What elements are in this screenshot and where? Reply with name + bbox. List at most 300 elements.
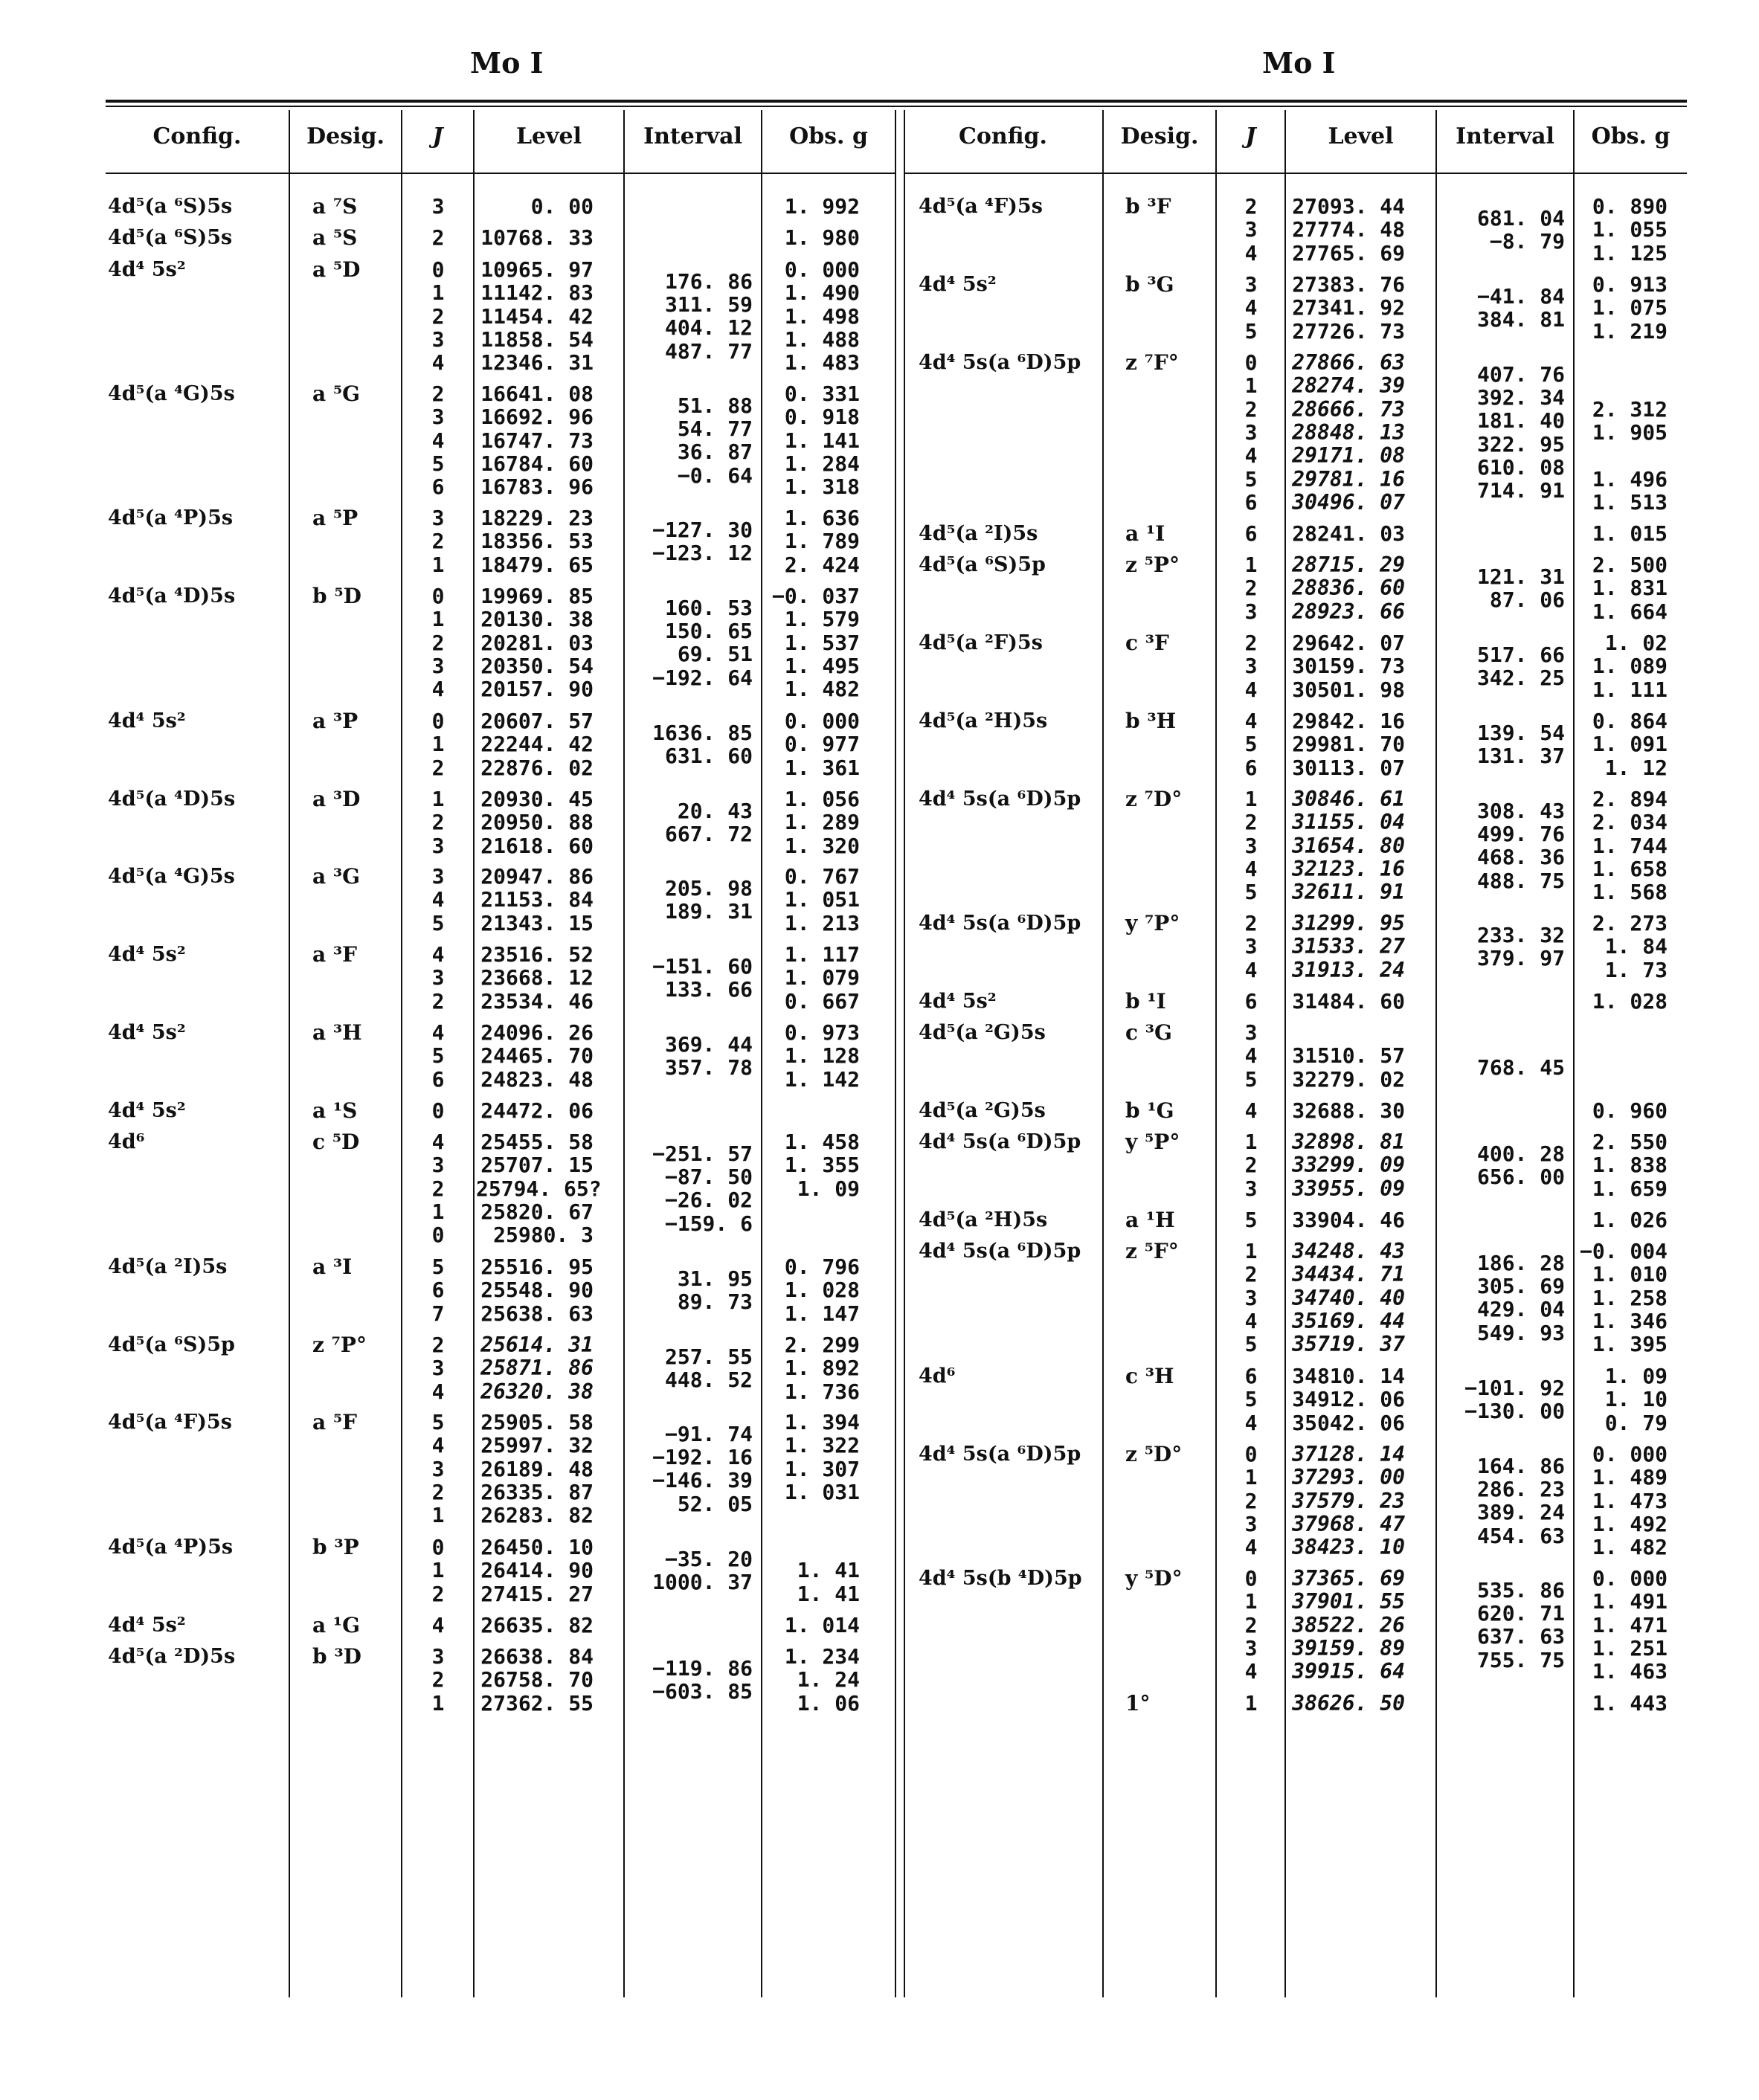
level-cell: 11858. 54 (480, 327, 594, 352)
interval-cell: 384. 81 (1476, 307, 1565, 332)
obs-g-cell: 1. 395 (1592, 1332, 1668, 1356)
interval-cell: 714. 91 (1476, 478, 1565, 503)
level-cell: 26414. 90 (480, 1558, 594, 1582)
level-cell: 29781. 16 (1292, 467, 1405, 492)
level-cell: 27383. 76 (1292, 272, 1405, 297)
obs-g-cell: 1. 055 (1592, 217, 1668, 242)
level-cell: 16784. 60 (480, 451, 594, 476)
j-cell: 4 (1244, 1043, 1258, 1068)
interval-cell: 52. 05 (677, 1492, 753, 1516)
level-cell: 34740. 40 (1292, 1286, 1405, 1310)
level-cell: 18479. 65 (480, 553, 594, 577)
header-interval: Interval (1456, 123, 1554, 149)
interval-cell: 620. 71 (1476, 1601, 1565, 1626)
j-cell: 5 (1244, 1067, 1258, 1092)
j-cell: 5 (431, 1043, 445, 1068)
obs-g-cell: 1. 075 (1592, 295, 1668, 320)
obs-g-cell: 1. 213 (784, 911, 860, 935)
j-cell: 6 (1244, 1364, 1258, 1388)
j-cell: 4 (431, 1020, 445, 1045)
interval-cell: −41. 84 (1476, 284, 1565, 309)
j-cell: 1 (1244, 1239, 1258, 1263)
interval-cell: −0. 64 (677, 463, 753, 488)
obs-g-cell: 1. 579 (784, 607, 860, 631)
obs-g-cell: 1. 02 (1604, 631, 1668, 655)
level-cell: 28274. 39 (1292, 373, 1405, 398)
divider-left-1 (289, 110, 290, 1997)
level-cell: 35719. 37 (1292, 1332, 1405, 1356)
desig-cell: b ³F (1125, 194, 1171, 219)
interval-cell: 308. 43 (1476, 799, 1565, 823)
interval-cell: 392. 34 (1476, 385, 1565, 410)
j-cell: 0 (431, 1535, 445, 1559)
obs-g-cell: 0. 000 (784, 709, 860, 733)
level-cell: 25997. 32 (480, 1433, 594, 1458)
j-cell: 1 (431, 280, 445, 305)
config-cell: 4d⁵(a ⁴F)5s (108, 1411, 232, 1434)
config-cell: 4d⁵(a ⁴G)5s (108, 382, 235, 405)
level-cell: 28666. 73 (1292, 397, 1405, 422)
j-cell: 1 (431, 1558, 445, 1582)
desig-cell: a ⁵S (312, 225, 358, 250)
obs-g-cell: 2. 312 (1592, 397, 1668, 422)
obs-g-cell: 1. 892 (784, 1356, 860, 1380)
desig-cell: z ⁷F° (1125, 350, 1179, 375)
obs-g-cell: 1. 125 (1592, 241, 1668, 265)
j-cell: 5 (1244, 880, 1258, 904)
header-config: Config. (959, 123, 1047, 149)
interval-cell: 31. 95 (677, 1266, 753, 1291)
j-cell: 3 (431, 327, 445, 352)
interval-cell: 468. 36 (1476, 845, 1565, 869)
obs-g-cell: 1. 111 (1592, 677, 1668, 702)
header-level: Level (1328, 123, 1394, 149)
config-cell: 4d⁵(a ²G)5s (919, 1021, 1046, 1044)
obs-g-cell: 1. 091 (1592, 732, 1668, 756)
j-cell: 6 (1244, 490, 1258, 515)
interval-cell: 487. 77 (664, 339, 753, 364)
level-cell: 35042. 06 (1292, 1411, 1405, 1435)
desig-cell: a ³I (312, 1254, 353, 1279)
j-cell: 4 (431, 887, 445, 912)
j-cell: 2 (431, 304, 445, 329)
j-cell: 5 (1244, 319, 1258, 344)
interval-cell: 186. 28 (1476, 1251, 1565, 1275)
j-cell: 2 (431, 1480, 445, 1504)
level-cell: 26189. 48 (480, 1457, 594, 1481)
interval-cell: 454. 63 (1476, 1524, 1565, 1548)
desig-cell: a ¹S (312, 1098, 358, 1123)
config-cell: 4d⁴ 5s(a ⁶D)5p (919, 1240, 1081, 1263)
desig-cell: b ³P (312, 1535, 359, 1559)
j-cell: 0 (431, 709, 445, 733)
interval-cell: −35. 20 (664, 1547, 753, 1571)
obs-g-cell: 1. 736 (784, 1379, 860, 1404)
interval-cell: 181. 40 (1476, 408, 1565, 433)
obs-g-cell: 1. 015 (1592, 521, 1668, 546)
j-cell: 1 (431, 553, 445, 577)
interval-cell: 54. 77 (677, 416, 753, 441)
divider-left-3 (473, 110, 475, 1997)
interval-cell: 160. 53 (664, 596, 753, 620)
level-cell: 30496. 07 (1292, 490, 1405, 515)
j-cell: 2 (1244, 1153, 1258, 1177)
j-cell: 6 (1244, 521, 1258, 546)
config-cell: 4d⁵(a ⁴D)5s (108, 584, 236, 608)
header-interval: Interval (643, 123, 742, 149)
interval-cell: 407. 76 (1476, 362, 1565, 387)
level-cell: 23516. 52 (480, 942, 594, 967)
j-cell: 2 (431, 529, 445, 553)
interval-cell: −87. 50 (664, 1165, 753, 1189)
config-cell: 4d⁵(a ⁴P)5s (108, 506, 234, 529)
level-cell: 27726. 73 (1292, 319, 1405, 344)
interval-cell: 164. 86 (1476, 1454, 1565, 1478)
level-cell: 26638. 84 (480, 1644, 594, 1669)
obs-g-cell: 1. 028 (784, 1278, 860, 1302)
interval-cell: 517. 66 (1476, 642, 1565, 667)
interval-cell: 139. 54 (1476, 721, 1565, 745)
level-cell: 31155. 04 (1292, 810, 1405, 834)
obs-g-cell: 1. 513 (1592, 490, 1668, 515)
obs-g-cell: 1. 483 (784, 350, 860, 375)
j-cell: 2 (431, 810, 445, 834)
interval-cell: −603. 85 (652, 1679, 753, 1704)
obs-g-cell: 1. 495 (784, 654, 860, 678)
j-cell: 1 (1244, 1691, 1258, 1716)
config-cell: 4d⁵(a ⁶S)5p (919, 553, 1046, 576)
j-cell: 2 (1244, 397, 1258, 422)
desig-cell: z ⁵F° (1125, 1239, 1179, 1263)
interval-cell: 189. 31 (664, 899, 753, 924)
config-cell: 4d⁴ 5s² (919, 273, 997, 296)
j-cell: 4 (1244, 1659, 1258, 1684)
j-cell: 3 (431, 864, 445, 889)
level-cell: 16747. 73 (480, 428, 594, 453)
obs-g-cell: 0. 796 (784, 1254, 860, 1279)
j-cell: 4 (431, 428, 445, 453)
divider-right-3 (1284, 110, 1286, 1997)
j-cell: 2 (1244, 576, 1258, 600)
j-cell: 3 (431, 194, 445, 219)
j-cell: 4 (1244, 709, 1258, 733)
level-cell: 34248. 43 (1292, 1239, 1405, 1263)
level-cell: 26320. 38 (480, 1379, 594, 1404)
j-cell: 4 (431, 350, 445, 375)
desig-cell: z ⁵D° (1125, 1442, 1183, 1466)
obs-g-cell: 1. 498 (784, 304, 860, 329)
config-cell: 4d⁴ 5s(a ⁶D)5p (919, 1130, 1081, 1153)
j-cell: 5 (1244, 467, 1258, 492)
level-cell: 25871. 86 (480, 1356, 594, 1380)
level-cell: 31913. 24 (1292, 958, 1405, 982)
divider-right-1 (1102, 110, 1104, 1997)
obs-g-cell: 1. 320 (784, 834, 860, 858)
level-cell: 22876. 02 (480, 756, 594, 780)
j-cell: 6 (1244, 989, 1258, 1014)
top-rule-thin (106, 106, 1687, 107)
config-cell: 4d⁴ 5s² (108, 258, 186, 281)
level-cell: 37901. 55 (1292, 1589, 1405, 1614)
interval-cell: 305. 69 (1476, 1274, 1565, 1298)
desig-cell: a ³P (312, 709, 358, 733)
j-cell: 5 (431, 911, 445, 935)
obs-g-cell: 1. 026 (1592, 1208, 1668, 1232)
level-cell: 32123. 16 (1292, 857, 1405, 881)
obs-g-cell: 1. 318 (784, 474, 860, 499)
j-cell: 3 (1244, 599, 1258, 624)
config-cell: 4d⁵(a ⁴D)5s (108, 788, 236, 811)
level-cell: 34810. 14 (1292, 1364, 1405, 1388)
obs-g-cell: 0. 000 (1592, 1442, 1668, 1466)
desig-cell: a ³F (312, 942, 358, 967)
j-cell: 0 (431, 584, 445, 608)
j-cell: 3 (1244, 217, 1258, 242)
level-cell: 30501. 98 (1292, 677, 1405, 702)
j-cell: 1 (1244, 1465, 1258, 1489)
obs-g-cell: 1. 473 (1592, 1489, 1668, 1513)
desig-cell: a ³G (312, 864, 361, 889)
j-cell: 3 (431, 405, 445, 429)
j-cell: 1 (1244, 787, 1258, 811)
desig-cell: a ⁷S (312, 194, 358, 219)
header-obs-g: Obs. g (789, 123, 868, 149)
interval-cell: 87. 06 (1489, 587, 1565, 612)
level-cell: 39159. 89 (1292, 1636, 1405, 1661)
j-cell: 0 (1244, 1442, 1258, 1466)
interval-cell: −192. 64 (652, 666, 753, 690)
desig-cell: 1° (1125, 1691, 1151, 1716)
level-cell: 25980. 3 (493, 1223, 594, 1247)
level-cell: 27765. 69 (1292, 241, 1405, 265)
level-cell: 32688. 30 (1292, 1098, 1405, 1123)
obs-g-cell: 2. 273 (1592, 911, 1668, 935)
config-cell: 4d⁵(a ⁶S)5p (108, 1333, 235, 1356)
level-cell: 26635. 82 (480, 1613, 594, 1637)
level-cell: 25614. 31 (480, 1333, 594, 1357)
j-cell: 2 (1244, 1489, 1258, 1513)
obs-g-cell: 0. 918 (784, 405, 860, 429)
level-cell: 20947. 86 (480, 864, 594, 889)
header-config: Config. (152, 123, 242, 149)
level-cell: 16783. 96 (480, 474, 594, 499)
obs-g-cell: 0. 973 (784, 1020, 860, 1045)
interval-cell: 36. 87 (677, 439, 753, 464)
interval-cell: −91. 74 (664, 1422, 753, 1446)
obs-g-cell: 1. 744 (1592, 834, 1668, 858)
level-cell: 25638. 63 (480, 1301, 594, 1326)
j-cell: 3 (431, 1457, 445, 1481)
interval-cell: 357. 78 (664, 1055, 753, 1080)
j-cell: 4 (1244, 241, 1258, 265)
level-cell: 28848. 13 (1292, 420, 1405, 445)
interval-cell: 637. 63 (1476, 1624, 1565, 1649)
obs-g-cell: 1. 10 (1604, 1387, 1668, 1411)
j-cell: 4 (1244, 1098, 1258, 1123)
level-cell: 20350. 54 (480, 654, 594, 678)
level-cell: 27774. 48 (1292, 217, 1405, 242)
interval-cell: −130. 00 (1464, 1399, 1565, 1423)
desig-cell: a ³D (312, 787, 361, 811)
obs-g-cell: 1. 664 (1592, 599, 1668, 624)
level-cell: 30159. 73 (1292, 654, 1405, 678)
header-j: J (1245, 123, 1256, 149)
level-cell: 27341. 92 (1292, 295, 1405, 320)
desig-cell: c ³H (1125, 1364, 1174, 1388)
j-cell: 2 (1244, 1613, 1258, 1637)
j-cell: 3 (431, 965, 445, 990)
level-cell: 19969. 85 (480, 584, 594, 608)
obs-g-cell: 1. 079 (784, 965, 860, 990)
j-cell: 1 (431, 1691, 445, 1716)
interval-cell: 133. 66 (664, 977, 753, 1002)
obs-g-cell: 1. 41 (797, 1558, 860, 1582)
level-cell: 31299. 95 (1292, 911, 1405, 935)
config-cell: 4d⁶ (108, 1130, 145, 1153)
header-level: Level (515, 123, 582, 149)
j-cell: 3 (431, 1644, 445, 1669)
desig-cell: b ³D (312, 1644, 361, 1669)
obs-g-cell: 1. 128 (784, 1043, 860, 1068)
obs-g-cell: 1. 289 (784, 810, 860, 834)
j-cell: 5 (431, 451, 445, 476)
obs-g-cell: 1. 031 (784, 1480, 860, 1504)
j-cell: 6 (1244, 756, 1258, 780)
obs-g-cell: 1. 482 (784, 677, 860, 701)
header-obs-g: Obs. g (1591, 123, 1670, 149)
j-cell: 4 (1244, 857, 1258, 881)
level-cell: 32279. 02 (1292, 1067, 1405, 1092)
desig-cell: a ⁵G (312, 381, 361, 406)
level-cell: 10768. 33 (480, 225, 594, 250)
desig-cell: a ³H (312, 1020, 362, 1045)
obs-g-cell: 1. 84 (1604, 934, 1668, 959)
obs-g-cell: 1. 568 (1592, 880, 1668, 904)
level-cell: 33904. 46 (1292, 1208, 1405, 1232)
obs-g-cell: 1. 489 (1592, 1465, 1668, 1489)
level-cell: 25455. 58 (480, 1130, 594, 1154)
obs-g-cell: 1. 028 (1592, 989, 1668, 1014)
obs-g-cell: 1. 258 (1592, 1286, 1668, 1310)
interval-cell: 535. 86 (1476, 1578, 1565, 1603)
j-cell: 1 (1244, 373, 1258, 398)
j-cell: 1 (1244, 1130, 1258, 1154)
obs-g-cell: 0. 667 (784, 989, 860, 1014)
j-cell: 3 (431, 654, 445, 678)
level-cell: 20157. 90 (480, 677, 594, 701)
config-cell: 4d⁶ (919, 1365, 956, 1388)
obs-g-cell: 1. 492 (1592, 1512, 1668, 1536)
interval-cell: 400. 28 (1476, 1141, 1565, 1166)
obs-g-cell: 1. 831 (1592, 576, 1668, 600)
header-j: J (432, 123, 443, 149)
level-cell: 39915. 64 (1292, 1659, 1405, 1684)
config-cell: 4d⁵(a ²I)5s (108, 1255, 228, 1278)
interval-cell: 69. 51 (677, 642, 753, 666)
level-cell: 20130. 38 (480, 607, 594, 631)
j-cell: 2 (1244, 810, 1258, 834)
level-cell: 24472. 06 (480, 1098, 594, 1123)
config-cell: 4d⁵(a ⁴P)5s (108, 1536, 234, 1559)
level-cell: 25905. 58 (480, 1410, 594, 1434)
j-cell: 2 (1244, 194, 1258, 219)
obs-g-cell: 2. 500 (1592, 553, 1668, 577)
interval-cell: 667. 72 (664, 822, 753, 846)
obs-g-cell: 1. 234 (784, 1644, 860, 1669)
obs-g-cell: 0. 960 (1592, 1098, 1668, 1123)
obs-g-cell: 1. 659 (1592, 1176, 1668, 1201)
desig-cell: y ⁵P° (1125, 1130, 1180, 1154)
obs-g-cell: 1. 117 (784, 942, 860, 967)
obs-g-cell: 1. 24 (797, 1667, 860, 1692)
level-cell: 12346. 31 (480, 350, 594, 375)
config-cell: 4d⁵(a ²H)5s (919, 1208, 1048, 1231)
obs-g-cell: 1. 789 (784, 529, 860, 553)
j-cell: 2 (431, 989, 445, 1014)
j-cell: 2 (431, 1176, 445, 1201)
obs-g-cell: 0. 000 (784, 257, 860, 282)
config-cell: 4d⁵(a ⁶S)5s (108, 195, 233, 218)
interval-cell: 610. 08 (1476, 455, 1565, 480)
level-cell: 38423. 10 (1292, 1535, 1405, 1559)
desig-cell: z ⁷D° (1125, 787, 1183, 811)
obs-g-cell: 2. 299 (784, 1333, 860, 1357)
config-cell: 4d⁴ 5s(a ⁶D)5p (919, 912, 1081, 935)
config-cell: 4d⁴ 5s(a ⁶D)5p (919, 1443, 1081, 1466)
j-cell: 3 (1244, 1636, 1258, 1661)
level-cell: 37365. 69 (1292, 1566, 1405, 1591)
header-desig: Desig. (306, 123, 385, 149)
obs-g-cell: 2. 550 (1592, 1130, 1668, 1154)
j-cell: 3 (431, 506, 445, 530)
j-cell: 2 (1244, 911, 1258, 935)
divider-right-4 (1435, 110, 1437, 1997)
interval-cell: 369. 44 (664, 1032, 753, 1057)
j-cell: 2 (1244, 1262, 1258, 1286)
obs-g-cell: −0. 004 (1579, 1239, 1668, 1263)
obs-g-cell: 0. 79 (1604, 1411, 1668, 1435)
desig-cell: a ⁵P (312, 506, 358, 530)
level-cell: 32611. 91 (1292, 880, 1405, 904)
interval-cell: 1636. 85 (652, 721, 753, 745)
level-cell: 21343. 15 (480, 911, 594, 935)
desig-cell: a ⁵F (312, 1410, 358, 1434)
interval-cell: 286. 23 (1476, 1477, 1565, 1501)
obs-g-cell: 1. 361 (784, 756, 860, 780)
obs-g-cell: 1. 010 (1592, 1262, 1668, 1286)
level-cell: 29842. 16 (1292, 709, 1405, 733)
j-cell: 0 (431, 257, 445, 282)
j-cell: 1 (431, 787, 445, 811)
j-cell: 2 (431, 756, 445, 780)
level-cell: 30846. 61 (1292, 787, 1405, 811)
level-cell: 22244. 42 (480, 732, 594, 756)
level-cell: 24823. 48 (480, 1067, 594, 1092)
level-cell: 37128. 14 (1292, 1442, 1405, 1466)
j-cell: 5 (1244, 732, 1258, 756)
config-cell: 4d⁴ 5s² (108, 943, 186, 966)
j-cell: 4 (1244, 1309, 1258, 1333)
level-cell: 26450. 10 (480, 1535, 594, 1559)
level-cell: 26283. 82 (480, 1503, 594, 1527)
j-cell: 4 (431, 677, 445, 701)
config-cell: 4d⁵(a ⁴G)5s (108, 865, 235, 888)
obs-g-cell: 1. 141 (784, 428, 860, 453)
interval-cell: −146. 39 (652, 1468, 753, 1492)
j-cell: 5 (431, 1254, 445, 1279)
config-cell: 4d⁴ 5s(a ⁶D)5p (919, 788, 1081, 811)
obs-g-cell: 1. 658 (1592, 857, 1668, 881)
